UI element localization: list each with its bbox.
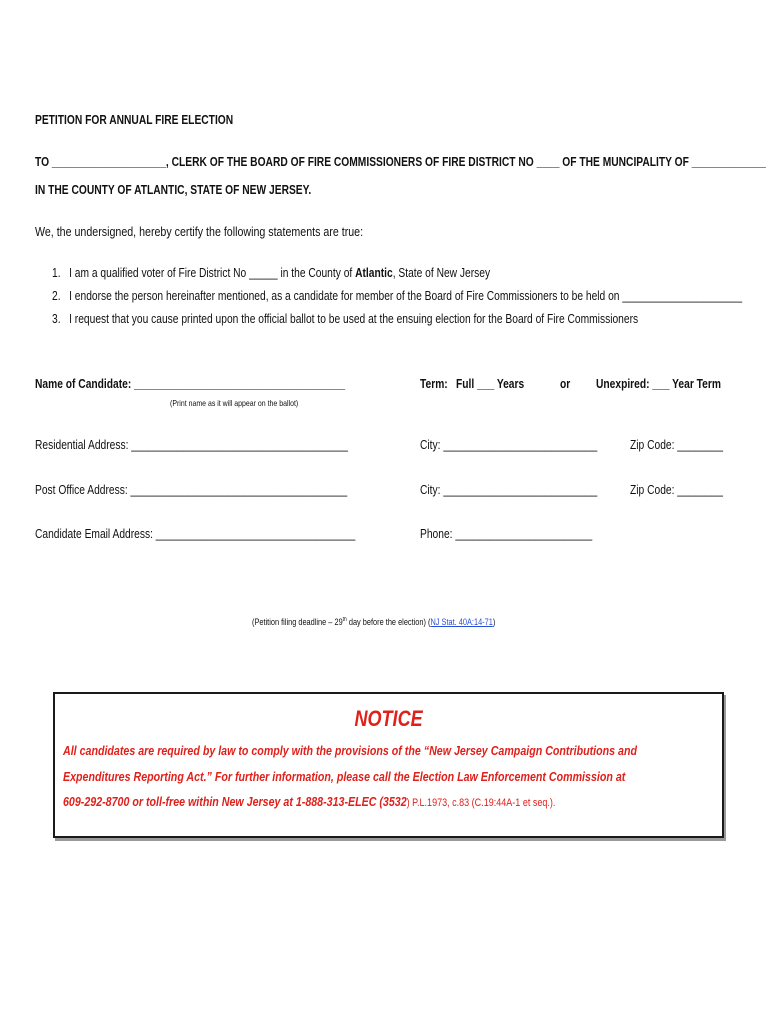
to-line: TO ____________________, CLERK OF THE BOARD OF FIRE COMMISSIONERS OF FIRE DISTRICT NO ____ OF THE MUNCIPALITY OF _____________ [35, 155, 766, 169]
county-line: IN THE COUNTY OF ATLANTIC, STATE OF NEW JERSEY. [35, 183, 312, 197]
residential-address-field[interactable]: Residential Address: ______________________________________ [35, 438, 348, 452]
po-city-field[interactable]: City: ___________________________ [420, 483, 598, 497]
term-unexpired-field[interactable]: Unexpired: ___ Year Term [596, 377, 721, 391]
candidate-email-field[interactable]: Candidate Email Address: ___________________________________ [35, 527, 356, 541]
statement-3: 3. I request that you cause printed upon the official ballot to be used at the ensuing election for the Board of Fire Commissioners [52, 312, 639, 326]
term-full-field[interactable]: Full ___ Years [456, 377, 525, 391]
nj-statute-link[interactable]: NJ Stat. 40A:14-71 [430, 617, 493, 627]
po-zip-field[interactable]: Zip Code: ________ [630, 483, 723, 497]
form-title: PETITION FOR ANNUAL FIRE ELECTION [35, 113, 234, 127]
statement-1: 1. I am a qualified voter of Fire District No _____ in the County of Atlantic, State of New Jersey [52, 266, 491, 280]
filing-deadline-note: (Petition filing deadline – 29th day before the election) (NJ Stat. 40A:14-71) [252, 617, 496, 627]
notice-line-3: 609-292-8700 or toll-free within New Jersey at 1-888-313-ELEC (3532) P.L.1973, c.83 (C.19:44A-1 et seq.). [63, 794, 556, 809]
statement-2: 2. I endorse the person hereinafter mentioned, as a candidate for member of the Board of Fire Commissioners to be held on _____________________ [52, 289, 743, 303]
phone-field[interactable]: Phone: ________________________ [420, 527, 593, 541]
notice-title: NOTICE [354, 706, 423, 731]
candidate-name-field[interactable]: Name of Candidate: _____________________________________ [35, 377, 346, 391]
term-or: or [560, 377, 571, 391]
notice-line-2: Expenditures Reporting Act.” For further information, please call the Election Law Enforcement Commission at [63, 769, 626, 784]
residential-city-field[interactable]: City: ___________________________ [420, 438, 598, 452]
term-label: Term: [420, 377, 448, 391]
po-address-field[interactable]: Post Office Address: ______________________________________ [35, 483, 348, 497]
notice-line-1: All candidates are required by law to comply with the provisions of the “New Jersey Campaign Contributions and [63, 743, 637, 758]
intro-text: We, the undersigned, hereby certify the following statements are true: [35, 224, 364, 239]
residential-zip-field[interactable]: Zip Code: ________ [630, 438, 723, 452]
notice-box [53, 692, 724, 838]
name-hint: (Print name as it will appear on the ballot) [170, 398, 299, 408]
